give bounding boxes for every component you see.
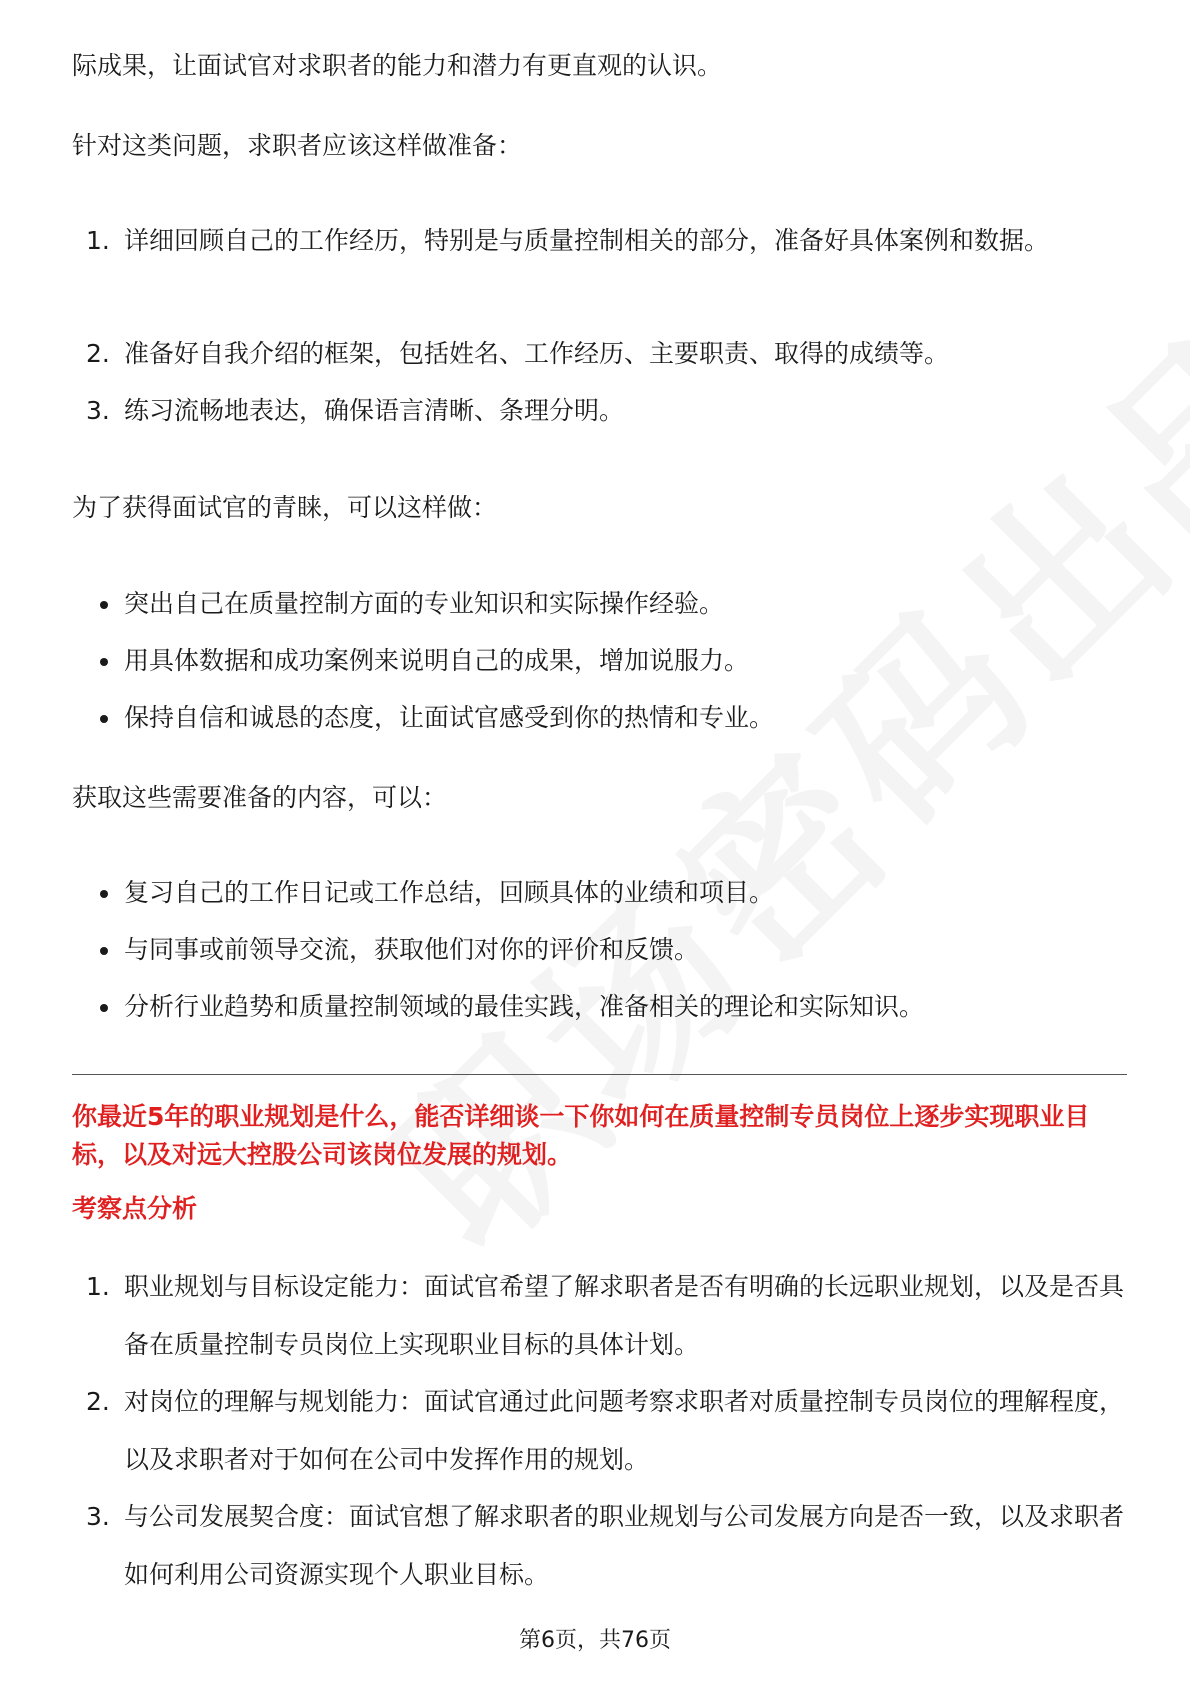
list-item-text: 与公司发展契合度：面试官想了解求职者的职业规划与公司发展方向是否一致，以及求职者如何利用公司资源实现个人职业目标。 [124, 1502, 1125, 1589]
list-item-text: 对岗位的理解与规划能力：面试官通过此问题考察求职者对质量控制专员岗位的理解程度，以及求职者对于如何在公司中发挥作用的规划。 [124, 1387, 1125, 1474]
bullet-icon [100, 1004, 108, 1012]
list-number: 2. [86, 339, 110, 368]
intro-tail-paragraph: 际成果，让面试官对求职者的能力和潜力有更直观的认识。 [72, 51, 723, 80]
list-number: 1. [86, 1272, 110, 1301]
content-heading: 获取这些需要准备的内容，可以： [72, 783, 448, 812]
list-item-text: 突出自己在质量控制方面的专业知识和实际操作经验。 [124, 589, 725, 618]
analysis-item-3 [72, 1488, 1132, 1604]
list-number: 1. [86, 226, 110, 255]
bullet-icon [100, 890, 108, 898]
list-item-text: 保持自信和诚恳的态度，让面试官感受到你的热情和专业。 [124, 703, 775, 732]
list-item-text: 练习流畅地表达，确保语言清晰、条理分明。 [124, 396, 625, 425]
list-number: 3. [86, 396, 110, 425]
list-item-text: 职业规划与目标设定能力：面试官希望了解求职者是否有明确的长远职业规划，以及是否具备在质量控制专员岗位上实现职业目标的具体计划。 [124, 1272, 1125, 1359]
bullet-icon [100, 658, 108, 666]
prep-item-3 [72, 382, 1132, 440]
favor-item-3 [72, 689, 1132, 747]
favor-heading: 为了获得面试官的青睐，可以这样做： [72, 493, 498, 522]
analysis-title: 考察点分析 [72, 1194, 198, 1223]
list-item-text: 与同事或前领导交流，获取他们对你的评价和反馈。 [124, 935, 700, 964]
prep-item-1 [72, 212, 1132, 270]
list-number: 2. [86, 1387, 110, 1416]
bullet-icon [100, 715, 108, 723]
bullet-icon [100, 601, 108, 609]
section-divider [72, 1074, 1127, 1075]
analysis-item-1 [72, 1258, 1132, 1374]
list-item-text: 复习自己的工作日记或工作总结，回顾具体的业绩和项目。 [124, 878, 775, 907]
bullet-icon [100, 947, 108, 955]
analysis-item-2 [72, 1373, 1132, 1489]
interview-question: 你最近5年的职业规划是什么，能否详细谈一下你如何在质量控制专员岗位上逐步实现职业目标，以及对远大控股公司该岗位发展的规划。 [72, 1102, 1090, 1169]
list-item-text: 准备好自我介绍的框架，包括姓名、工作经历、主要职责、取得的成绩等。 [124, 339, 950, 368]
content-item-1 [72, 864, 1132, 922]
list-item-text: 用具体数据和成功案例来说明自己的成果，增加说服力。 [124, 646, 750, 675]
page-number: 第6页，共76页 [519, 1628, 671, 1653]
content-item-3 [72, 978, 1132, 1036]
content-item-2 [72, 921, 1132, 979]
prep-item-2 [72, 325, 1132, 383]
favor-item-2 [72, 632, 1132, 690]
list-item-text: 分析行业趋势和质量控制领域的最佳实践，准备相关的理论和实际知识。 [124, 992, 925, 1021]
list-number: 3. [86, 1502, 110, 1531]
list-item-text: 详细回顾自己的工作经历，特别是与质量控制相关的部分，准备好具体案例和数据。 [124, 226, 1050, 255]
prep-heading: 针对这类问题，求职者应该这样做准备： [72, 131, 523, 160]
favor-item-1 [72, 575, 1132, 633]
